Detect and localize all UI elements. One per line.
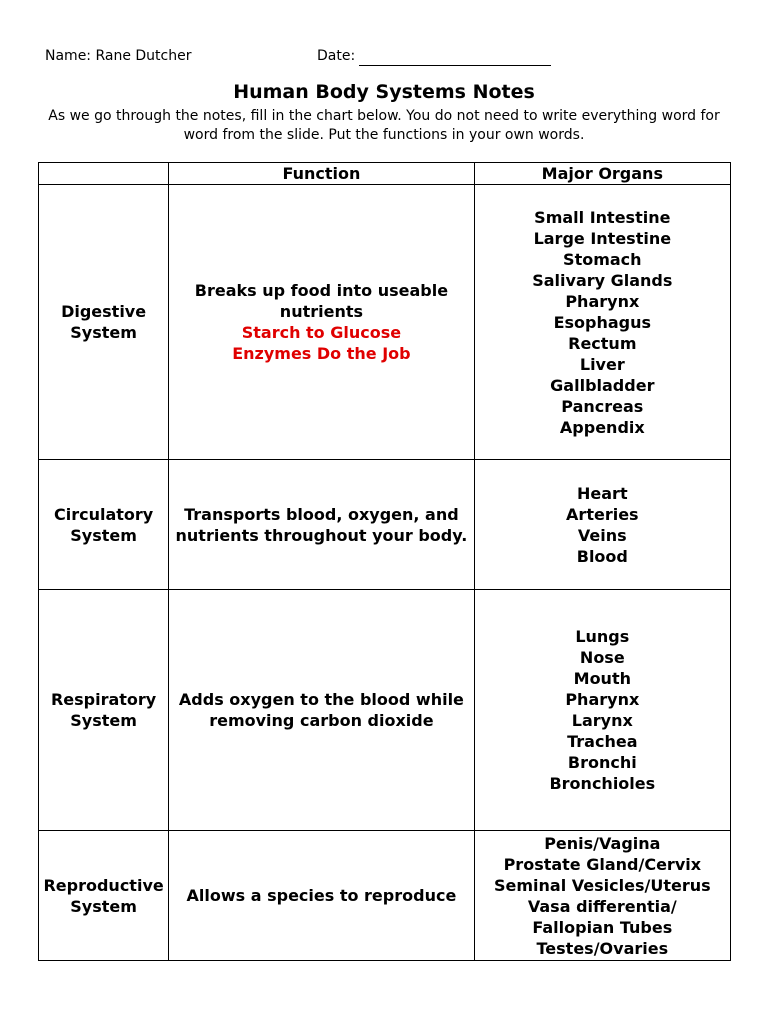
organ-item: Arteries <box>566 504 639 524</box>
system-cell-respiratory: Respiratory System <box>39 590 169 831</box>
organ-item: Penis/Vagina <box>544 833 661 853</box>
organ-item: Salivary Glands <box>532 270 673 290</box>
header-organs-cell: Major Organs <box>474 163 730 185</box>
function-note: Starch to Glucose <box>241 323 402 342</box>
table-row-digestive <box>39 185 731 460</box>
function-text: Breaks up food into useable nutrients <box>194 281 449 321</box>
organ-item: Seminal Vesicles/Uterus <box>494 875 711 895</box>
page-title: Human Body Systems Notes <box>233 81 535 103</box>
organs-cell-reproductive <box>474 831 730 961</box>
organ-item: Small Intestine <box>534 207 671 227</box>
organ-item: Pancreas <box>561 396 644 416</box>
organ-item: Stomach <box>563 249 642 269</box>
organ-item: Trachea <box>567 732 638 751</box>
system-cell-reproductive: Reproductive System <box>39 831 169 961</box>
date-label: Date: <box>317 48 356 64</box>
instructions-text: As we go through the notes, fill in the chart below. You do not need to write everything word for word from the slide. Put the functions in your own words. <box>48 108 720 143</box>
organ-item: Vasa differentia/ <box>527 896 677 916</box>
organ-item: Bronchioles <box>549 774 656 793</box>
organ-item: Lungs <box>575 627 630 646</box>
organs-cell-circulatory <box>474 460 730 590</box>
table-header-row <box>39 163 731 185</box>
table-row-respiratory <box>39 590 731 831</box>
function-cell-reproductive <box>169 831 474 961</box>
organ-item: Mouth <box>573 669 631 688</box>
organs-cell-digestive <box>474 185 730 460</box>
function-text: Allows a species to reproduce <box>186 886 457 905</box>
organ-item: Blood <box>576 546 628 566</box>
organ-item: Pharynx <box>565 291 640 311</box>
table-row-reproductive <box>39 831 731 961</box>
organ-item: Pharynx <box>565 690 640 709</box>
organ-item: Gallbladder <box>550 375 655 395</box>
organ-item: Heart <box>577 483 628 503</box>
header-function-cell: Function <box>169 163 474 185</box>
function-text: Transports blood, oxygen, and nutrients throughout your body. <box>175 504 468 545</box>
function-cell-digestive <box>169 185 474 460</box>
header-system-cell <box>39 163 169 185</box>
date-blank-line <box>359 51 551 66</box>
function-cell-respiratory <box>169 590 474 831</box>
organ-item: Liver <box>579 354 625 374</box>
organ-item: Larynx <box>571 711 633 730</box>
organ-item: Testes/Ovaries <box>536 938 669 958</box>
organ-item: Large Intestine <box>533 228 672 248</box>
organ-item: Bronchi <box>567 753 637 772</box>
organ-item: Appendix <box>559 417 645 437</box>
organ-item: Rectum <box>568 333 637 353</box>
system-cell-digestive: Digestive System <box>39 185 169 460</box>
organ-item: Veins <box>577 525 627 545</box>
function-note: Enzymes Do the Job <box>232 344 411 363</box>
organ-item: Prostate Gland/Cervix <box>503 854 702 874</box>
function-text: Adds oxygen to the blood while removing carbon dioxide <box>178 690 464 730</box>
date-field <box>317 46 551 66</box>
organ-item: Nose <box>579 648 625 667</box>
name-field: Name: Rane Dutcher <box>45 48 192 64</box>
notes-table <box>38 162 731 961</box>
organ-item: Fallopian Tubes <box>532 917 673 937</box>
organ-item: Esophagus <box>553 312 652 332</box>
system-cell-circulatory: Circulatory System <box>39 460 169 590</box>
table-row-circulatory <box>39 460 731 590</box>
organs-cell-respiratory <box>474 590 730 831</box>
function-cell-circulatory <box>169 460 474 590</box>
